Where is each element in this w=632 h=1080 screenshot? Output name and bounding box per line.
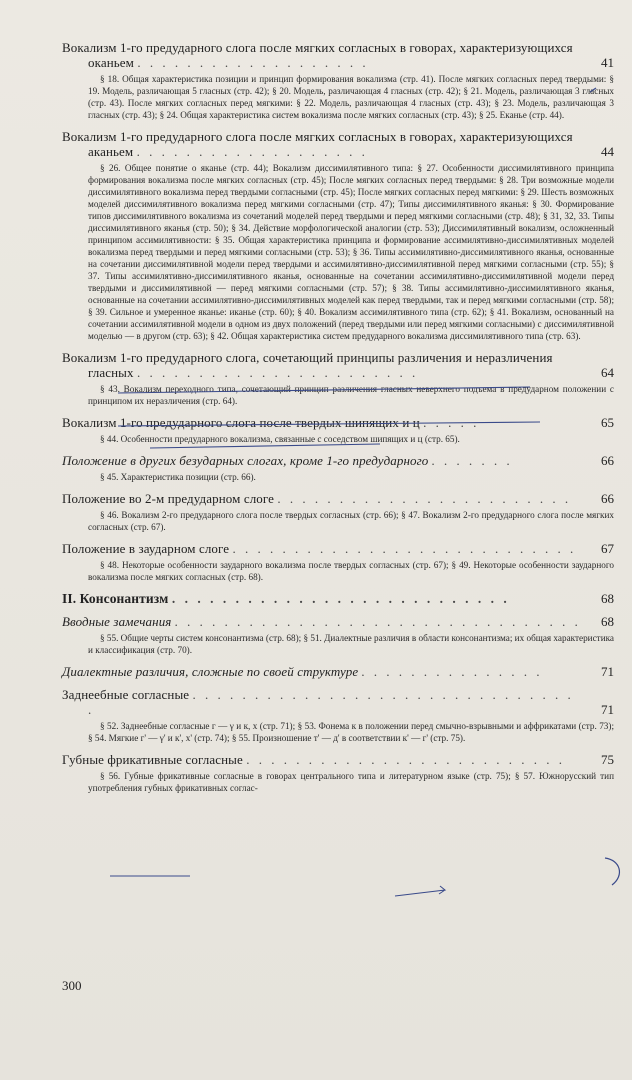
toc-title (62, 541, 588, 556)
toc-leader-dots: . . . . . . . . . . . . . . . . . . . . . . . . . . . . (232, 541, 577, 556)
toc-title-row (62, 614, 614, 629)
toc-title-text: II. Консонантизм (62, 591, 169, 606)
toc-entry (62, 541, 614, 583)
toc-entry (62, 350, 614, 407)
toc-title-text: Диалектные различия, сложные по своей структуре (62, 664, 359, 679)
toc-title-text: Вводные замечания (62, 614, 172, 629)
table-of-contents (62, 40, 614, 802)
toc-leader-dots: . . . . . . . . . . . . . . . (361, 664, 543, 679)
toc-title-row (62, 40, 614, 70)
toc-title (62, 664, 588, 679)
page-number: 300 (62, 978, 82, 993)
toc-description: § 26. Общее понятие о яканье (стр. 44); Вокализм диссимилятивного типа: § 27. Особенности диссимилятивного принципа формирования вокализма после мягких согласных (стр. 45); После мягких согласных перед твердыми: § 28. Три возможные модели диссимилятивного вокализма перед твердыми согласными (стр. 45); После мягких согласных перед мягкими: § 29. Шесть возможных моделей диссимилятивного вокализма перед мягкими согласными (стр. 47); Типы диссимилятивного яканья: § 30. Формирование типов диссимилятивного вокализма из сочетаний моделей перед твердыми и перед мягкими согласными (стр. 48); § 31, 32, 33. Типы диссимилятивного яканья (стр. 50); § 34. Действие морфологической аналогии (стр. 53); Диссимилятивный вокализм, осложненный принципом ассимилятивности: § 35. Общая характеристика принципа и формирование ассимилятивно-диссимилятивных моделей вокализма перед твердыми и перед мягкими согласными (стр. 53); § 36. Типы ассимилятивно-диссимилятивного яканья, основанные на сочетании диссимилятивной модели перед твердыми и ассимилятивно-диссимилятивной перед мягкими согласными (стр. 55); § 37. Типы ассимилятивно-диссимилятивного яканья, основанные на сочетании ассимилятивно-диссимилятивной модели перед твердыми и диссимилятивной — перед мягкими согласными (стр. 57); § 38. Типы ассимилятивно-диссимилятивного яканья, основанные на сочетании ассимилятивно-диссимилятивных моделей как перед твердыми, так и перед мягкими согласными (стр. 58); § 39. Сильное и умеренное яканье: иканье (стр. 60); § 40. Вокализм ассимилятивного типа (стр. 62); § 41. Вокализм, основанный на сочетании ассимилятивной модели в одном из двух положений (перед твердыми или перед мягкими согласными) с диссимилятивной моделью — в другом (стр. 63); § 42. Общая характеристика систем предударного вокализма диссимилятивного типа (стр. 63). (88, 163, 614, 341)
toc-title-row (62, 350, 614, 380)
toc-page-number: 64 (601, 365, 614, 380)
toc-leader-dots: . . . . . . . . . . . . . . . . . . . . . . . . . . . . . . . . . (174, 614, 582, 629)
toc-entry (62, 491, 614, 533)
toc-title-text: Губные фрикативные согласные (62, 752, 243, 767)
toc-description: § 44. Особенности предударного вокализма, связанные с соседством шипящих и ц (стр. 65). (100, 434, 460, 444)
toc-title (62, 453, 588, 468)
toc-title (62, 129, 588, 159)
toc-title (62, 350, 588, 380)
toc-title (62, 40, 588, 70)
toc-title-text: Положение в других безударных слогах, кроме 1-го предударного (62, 453, 429, 468)
toc-page-number: 68 (601, 614, 614, 629)
toc-description: § 52. Заднеебные согласные г — γ и к, х (стр. 71); § 53. Фонема к в положении перед смычно-взрывными и аффрикатами (стр. 73); § 54. Мягкие г' — γ' и к', х' (стр. 74); § 55. Произношение т' — д' в соответствии к' — г' (стр. 75). (88, 721, 614, 743)
toc-description: § 55. Общие черты систем консонантизма (стр. 68); § 51. Диалектные различия в области консонантизма; их общая характеристика и классификация (стр. 70). (88, 633, 615, 655)
toc-leader-dots: . . . . . . . (431, 453, 513, 468)
pen-arrow (395, 886, 445, 896)
toc-leader-dots: . . . . . . . . . . . . . . . . . . . (136, 144, 368, 159)
toc-page-number: 68 (601, 591, 614, 606)
toc-title-row (62, 129, 614, 159)
toc-description: § 48. Некоторые особенности заударного вокализма после твердых согласных (стр. 67); § 49. Некоторые особенности заударного вокализма после мягких согласных (стр. 68). (88, 560, 614, 582)
toc-leader-dots: . . . . . . . . . . . . . . . . . . . . . . . . . . . (171, 591, 510, 606)
toc-title-text: Вокализм 1-го предударного слога после твердых шипящих и ц (62, 415, 420, 430)
toc-title-row (62, 591, 614, 606)
toc-title-text: Положение в заударном слоге (62, 541, 230, 556)
toc-leader-dots: . . . . . . . . . . . . . . . . . . . . . . . . . . (246, 752, 565, 767)
toc-title-row (62, 752, 614, 767)
toc-leader-dots: . . . . . . . . . . . . . . . . . . . (137, 55, 369, 70)
toc-title (62, 614, 588, 629)
pen-bracket (605, 858, 619, 885)
toc-page-number: 67 (601, 541, 614, 556)
toc-title-text: Вокализм 1-го предударного слога после мягких согласных в говорах, характеризующихся аканьем (62, 129, 573, 159)
toc-description: § 18. Общая характеристика позиции и принцип формирования вокализма (стр. 41). После мягких согласных перед твердыми: § 19. Модель, различающая 5 гласных (стр. 42); § 20. Модель, различающая 4 гласных (стр. 42); § 21. Модель, различающая 3 гласных (стр. 43). После мягких согласных перед мягкими: § 22. Модель, различающая 4 гласных (стр. 43); § 23. Модель, различающая 3 гласных (стр. 43); § 24. Общая характеристика систем вокализма после мягких согласных (стр. 43); § 25. Еканье (стр. 44). (88, 74, 614, 120)
toc-entry (62, 591, 614, 606)
toc-title (62, 687, 588, 717)
toc-leader-dots: . . . . . . . . . . . . . . . . . . . . . . . . (277, 491, 572, 506)
toc-page-number: 65 (601, 415, 614, 430)
toc-title (62, 591, 588, 606)
toc-page-number: 71 (601, 664, 614, 679)
toc-entry (62, 40, 614, 121)
toc-leader-dots: . . . . . . . . . . . . . . . . . . . . . . . . . . . . . . . . (88, 687, 574, 717)
toc-title-row (62, 415, 614, 430)
toc-page-number: 66 (601, 491, 614, 506)
toc-title (62, 415, 588, 430)
toc-entry (62, 614, 614, 656)
toc-leader-dots: . . . . . . . . . . . . . . . . . . . . . . . (136, 365, 419, 380)
toc-title-row (62, 453, 614, 468)
toc-title (62, 491, 588, 506)
toc-title-text: Вокализм 1-го предударного слога, сочетающий принципы различения и неразличения гласных (62, 350, 553, 380)
toc-entry (62, 129, 614, 342)
toc-page-number: 41 (601, 55, 614, 70)
toc-entry (62, 752, 614, 794)
toc-description: § 46. Вокализм 2-го предударного слога после твердых согласных (стр. 66); § 47. Вокализм 2-го предударного слога после мягких согласных (стр. 67). (88, 510, 614, 532)
toc-description: § 43. Вокализм переходного типа, сочетающий принцип различения гласных неверхнего подъема в предударном положении с принципом их неразличения (стр. 64). (88, 384, 614, 406)
toc-description: § 45. Характеристика позиции (стр. 66). (100, 472, 256, 482)
toc-title-row (62, 541, 614, 556)
toc-description: § 56. Губные фрикативные согласные в говорах центрального типа и литературном языке (стр. 75); § 57. Южнорусский тип употребления губных фрикативных соглас- (88, 771, 614, 793)
toc-page-number: 44 (601, 144, 614, 159)
toc-entry (62, 415, 614, 445)
toc-leader-dots: . . . . . (423, 415, 480, 430)
toc-title-text: Заднеебные согласные (62, 687, 190, 702)
toc-page-number: 75 (601, 752, 614, 767)
toc-title-text: Вокализм 1-го предударного слога после мягких согласных в говорах, характеризующихся оканьем (62, 40, 573, 70)
toc-entry (62, 687, 614, 744)
toc-entry (62, 664, 614, 679)
toc-title (62, 752, 588, 767)
toc-title-row (62, 664, 614, 679)
toc-title-text: Положение во 2-м предударном слоге (62, 491, 275, 506)
toc-page-number: 71 (601, 702, 614, 717)
toc-title-row (62, 491, 614, 506)
toc-title-row (62, 687, 614, 717)
toc-page-number: 66 (601, 453, 614, 468)
toc-entry (62, 453, 614, 483)
